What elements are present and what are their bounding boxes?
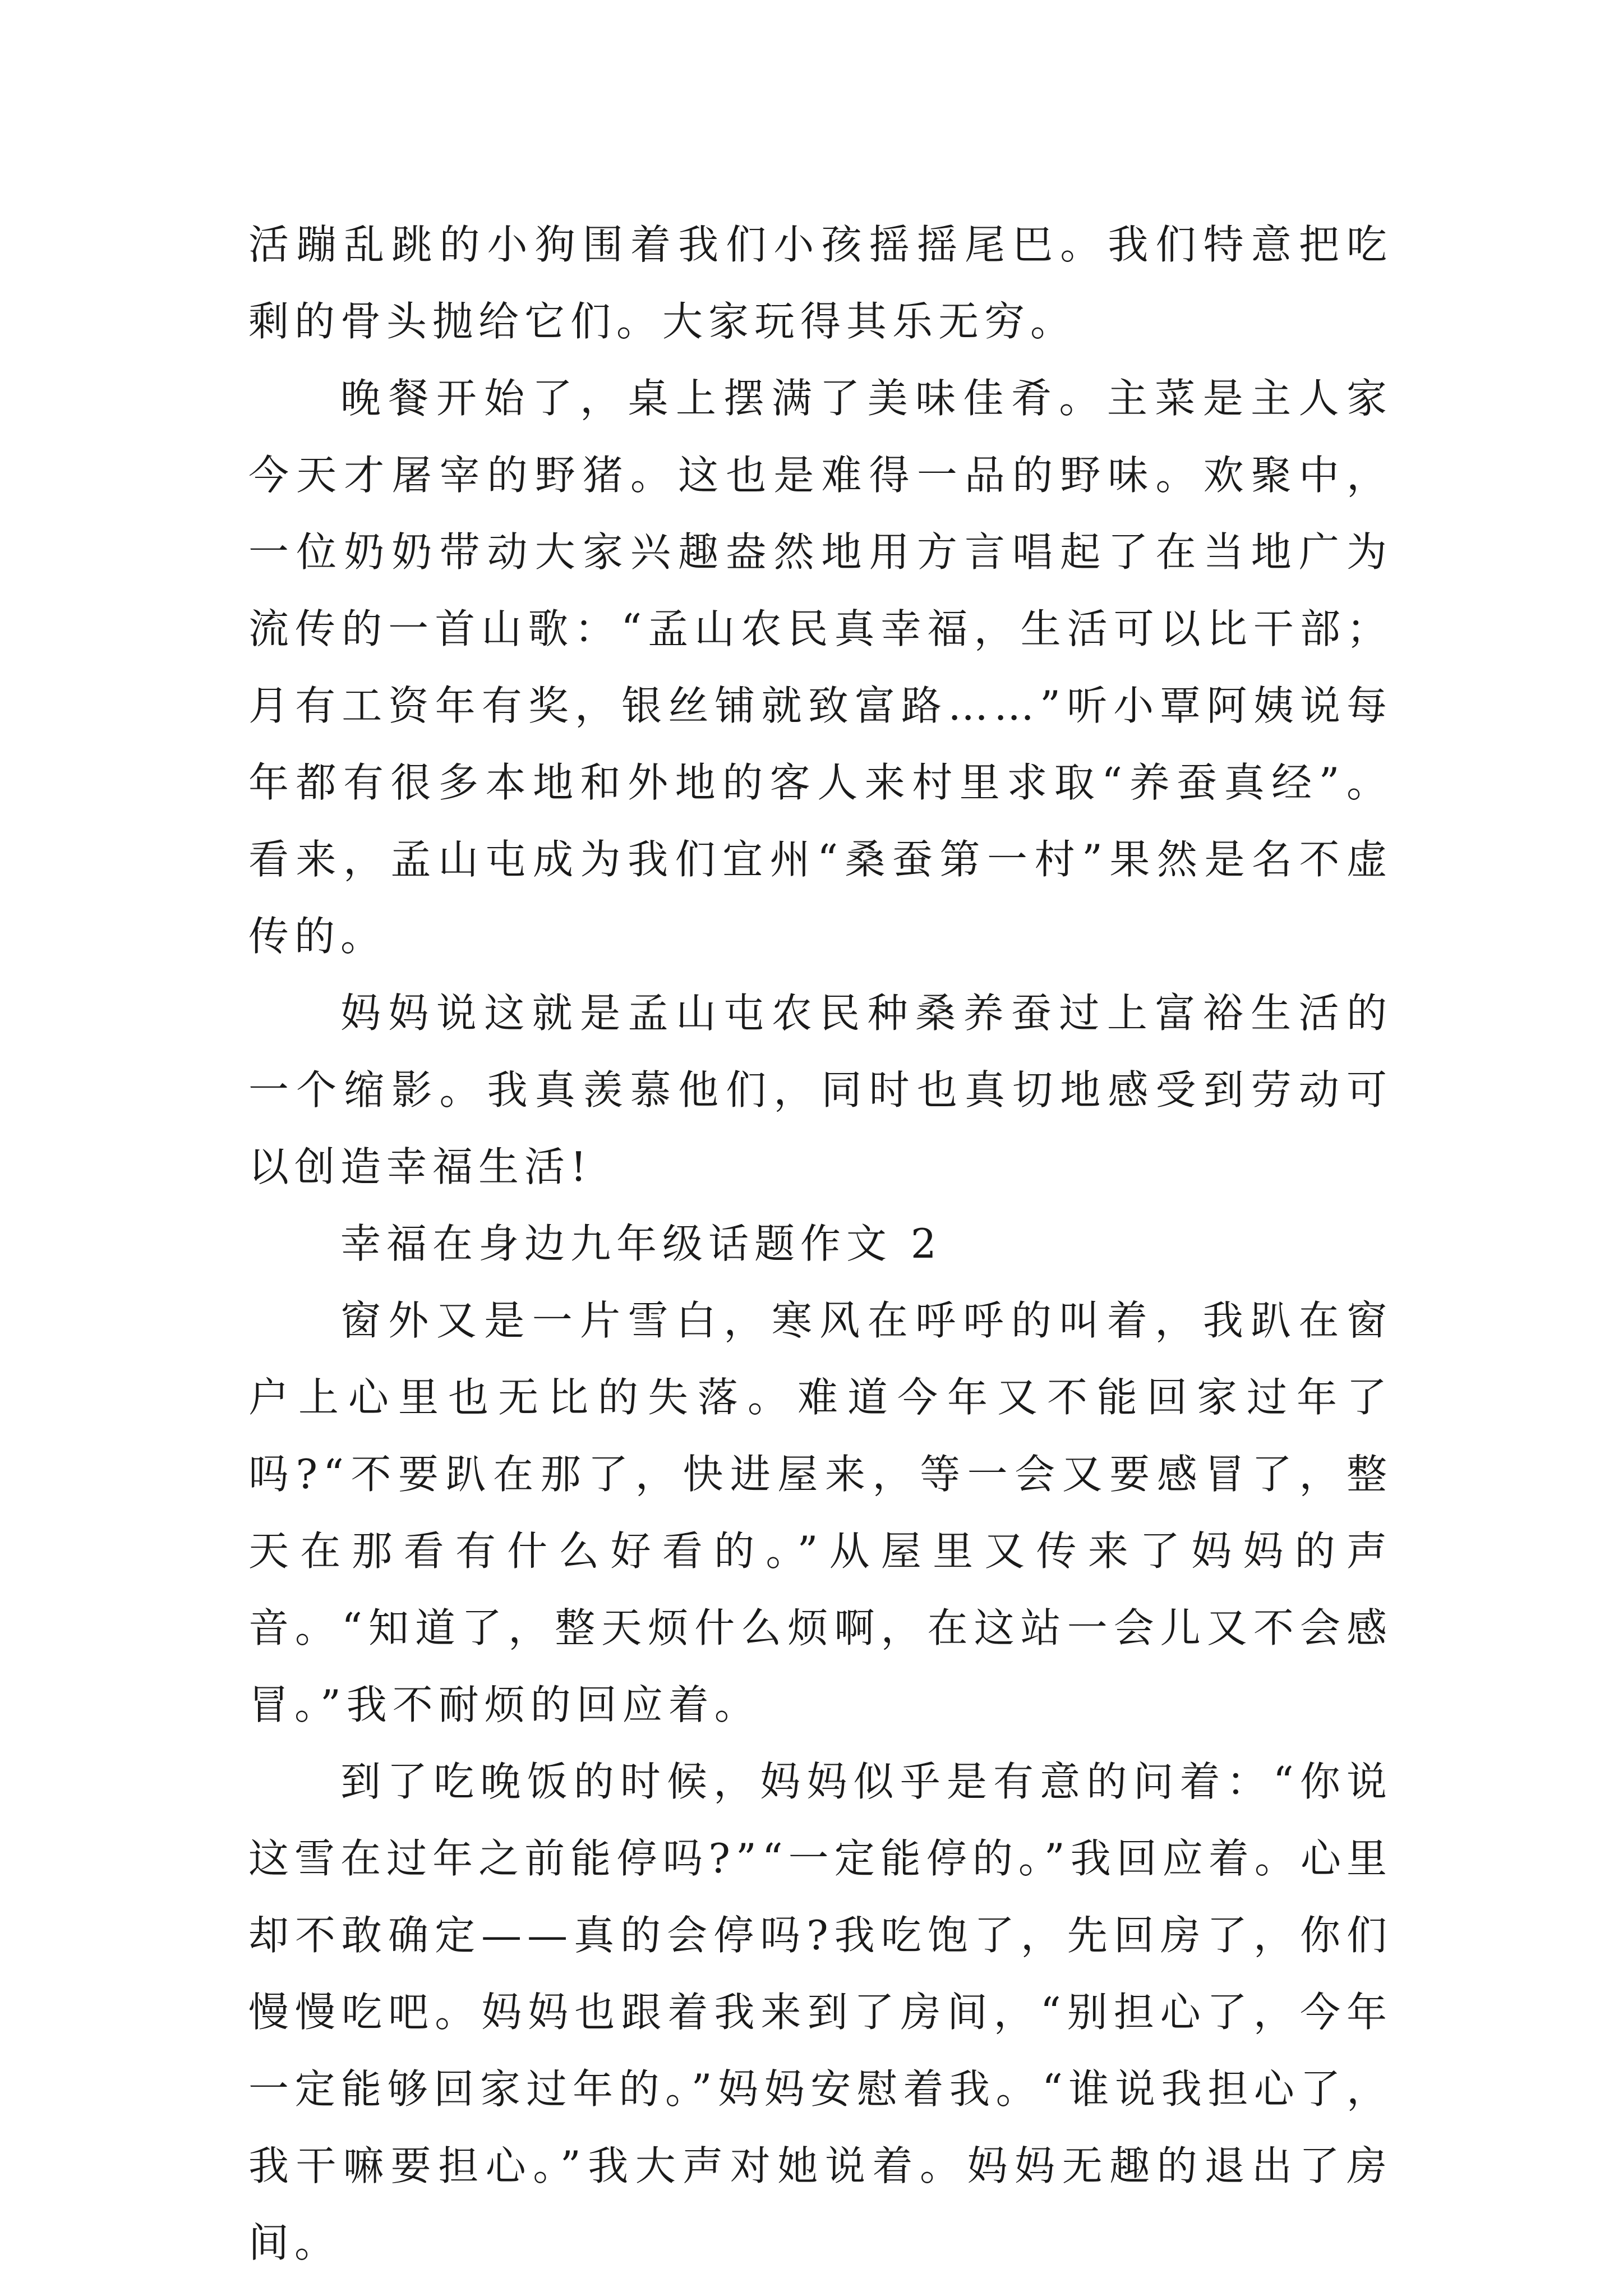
paragraph-5: 到了吃晚饭的时候，妈妈似乎是有意的问着：“你说这雪在过年之前能停吗?”“一定能停的。”我回应着。心里却不敢确定——真的会停吗?我吃饱了，先回房了，你们慢慢吃吧。妈妈也跟着我来到了房间，“别担心了，今年一定能够回家过年的。”妈妈安慰着我。“谁说我担心了，我干嘛要担心。”我大声对她说着。妈妈无趣的退出了房间。	[248, 1758, 1393, 2266]
paragraph-1: 活蹦乱跳的小狗围着我们小孩摇摇尾巴。我们特意把吃剩的骨头抛给它们。大家玩得其乐无穷。	[248, 221, 1393, 345]
paragraph-3: 妈妈说这就是孟山屯农民种桑养蚕过上富裕生活的一个缩影。我真羡慕他们，同时也真切地感受到劳动可以创造幸福生活!	[248, 990, 1393, 1190]
paragraph-2: 晚餐开始了，桌上摆满了美味佳肴。主菜是主人家今天才屠宰的野猪。这也是难得一品的野味。欢聚中，一位奶奶带动大家兴趣盎然地用方言唱起了在当地广为流传的一首山歌：“孟山农民真幸福，生活可以比干部；月有工资年有奖，银丝铺就致富路……”听小覃阿姨说每年都有很多本地和外地的客人来村里求取“养蚕真经”。 看来，孟山屯成为我们宜州“桑蚕第一村”果然是名不虚传的。	[248, 375, 1393, 960]
document-body	[248, 206, 1393, 2281]
paragraph-4: 窗外又是一片雪白，寒风在呼呼的叫着，我趴在窗户上心里也无比的失落。难道今年又不能回家过年了吗?“不要趴在那了，快进屋来，等一会又要感冒了，整天在那看有什么好看的。”从屋里又传来了妈妈的声音。“知道了，整天烦什么烦啊，在这站一会儿又不会感冒。”我不耐烦的回应着。	[248, 1297, 1393, 1728]
essay-heading: 幸福在身边九年级话题作文 2	[340, 1220, 942, 1267]
